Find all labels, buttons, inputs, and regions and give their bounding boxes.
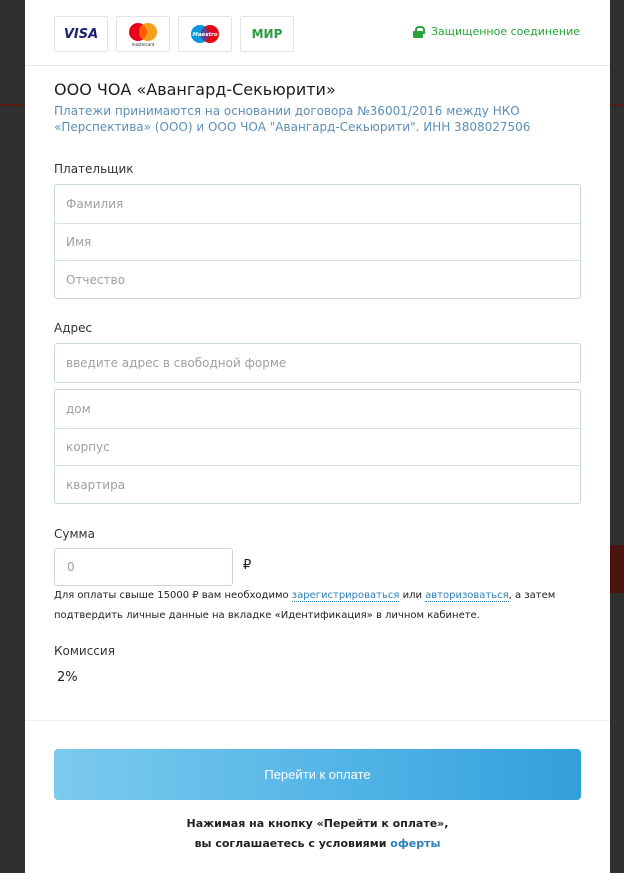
commission-label: Комиссия (54, 644, 115, 658)
payment-modal (25, 0, 610, 873)
address-details-group (54, 389, 581, 504)
payer-label: Плательщик (54, 162, 134, 176)
proceed-to-payment-button[interactable]: Перейти к оплате (54, 749, 581, 800)
apartment-field[interactable] (55, 465, 580, 503)
background-page-left (0, 0, 25, 873)
house-placeholder: дом (66, 401, 91, 416)
footer-divider (25, 720, 610, 721)
address-freeform-placeholder: введите адрес в свободной форме (66, 355, 287, 370)
offer-link[interactable]: оферты (390, 837, 441, 850)
secure-connection (413, 25, 580, 38)
mastercard-logo (116, 16, 170, 52)
background-divider (0, 104, 25, 106)
agreement-line (25, 834, 610, 854)
mir-logo (240, 16, 294, 52)
visa-logo (54, 16, 108, 52)
amount-limit-hint (54, 586, 584, 626)
surname-placeholder: Фамилия (66, 196, 124, 211)
address-freeform-group (54, 343, 581, 383)
hint-text: , а затем подтвердить личные данные на вкладке «Идентификация» в личном кабинете. (54, 590, 556, 621)
address-freeform-field[interactable] (55, 344, 580, 382)
house-field[interactable] (55, 390, 580, 428)
address-label: Адрес (54, 321, 93, 335)
surname-field[interactable] (55, 185, 580, 223)
maestro-logo-text: Maestro (192, 32, 218, 38)
hint-text: Для оплаты свыше 15000 ₽ вам необходимо (54, 590, 292, 601)
currency-symbol: ₽ (243, 558, 252, 573)
maestro-logo (178, 16, 232, 52)
mir-logo-text: МИР (251, 27, 283, 41)
name-placeholder: Имя (66, 235, 92, 250)
login-link[interactable]: авторизоваться (425, 590, 509, 601)
background-bar (610, 545, 624, 593)
lock-icon (413, 26, 423, 38)
patronymic-placeholder: Отчество (66, 272, 125, 287)
building-field[interactable] (55, 428, 580, 466)
hint-text: или (399, 590, 426, 601)
patronymic-field[interactable] (55, 260, 580, 298)
register-link[interactable]: зарегистрироваться (291, 590, 400, 601)
secure-connection-text: Защищенное соединение (430, 25, 580, 38)
background-divider (610, 104, 624, 106)
mastercard-logo-text: mastercard (131, 42, 155, 47)
merchant-description: Платежи принимаются на основании договора №36001/2016 между НКО «Перспектива» (ООО) и ООО ЧОА "Авангард-Секьюрити". ИНН 3808027506 (54, 104, 531, 134)
commission-value: 2% (57, 670, 78, 685)
name-field[interactable] (55, 223, 580, 261)
mastercard-icon (123, 20, 163, 48)
merchant-name: ООО ЧОА «Авангард-Секьюрити» (54, 80, 336, 99)
amount-placeholder: 0 (67, 560, 75, 574)
amount-input[interactable] (54, 548, 233, 586)
payer-fields (54, 184, 581, 299)
apartment-placeholder: квартира (66, 477, 126, 492)
visa-logo-text: VISA (63, 26, 99, 42)
amount-label: Сумма (54, 527, 95, 541)
agreement-prefix: вы соглашаетесь с условиями (194, 837, 391, 850)
agreement-text (25, 814, 610, 854)
building-placeholder: корпус (66, 440, 110, 455)
agreement-line: Нажимая на кнопку «Перейти к оплате», (186, 817, 449, 830)
maestro-icon (185, 20, 225, 48)
background-page-right (610, 0, 624, 873)
modal-header (25, 0, 610, 66)
